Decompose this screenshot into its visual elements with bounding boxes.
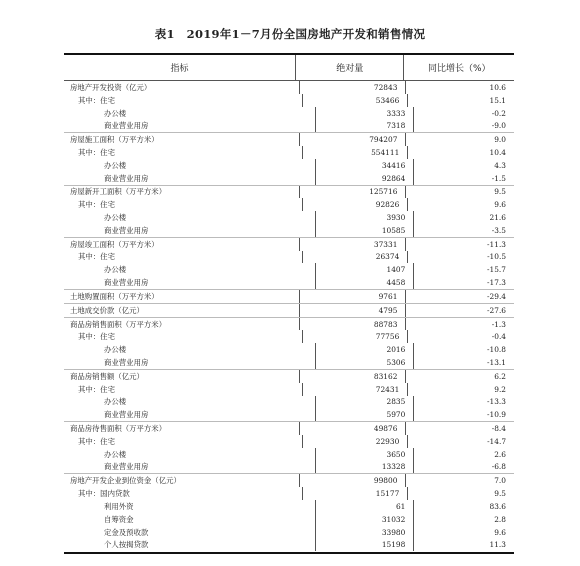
row-value: 92864 [315, 172, 414, 185]
row-value: 53466 [302, 94, 407, 107]
row-value: 99800 [299, 474, 406, 487]
row-label: 土地成交价款（亿元） [70, 305, 144, 315]
row-value: 3930 [315, 211, 414, 224]
row-growth: -11.3 [405, 238, 514, 251]
table-row [64, 422, 514, 435]
header-absolute: 绝对量 [295, 55, 404, 80]
row-growth: -13.1 [413, 356, 514, 369]
row-label: 房地产开发投资（亿元） [70, 82, 152, 92]
row-value: 13328 [315, 461, 414, 474]
row-label: 办公楼 [104, 397, 127, 407]
table-row [64, 119, 514, 133]
row-label: 其中：国内贷款 [78, 489, 130, 499]
row-value: 37331 [299, 238, 406, 251]
row-growth: -14.7 [407, 435, 514, 448]
table-row [64, 211, 514, 224]
table-row [64, 356, 514, 370]
row-label: 其中：住宅 [78, 332, 115, 342]
row-label: 商业营业用房 [104, 410, 149, 420]
row-growth: 2.6 [413, 448, 514, 461]
row-growth: 9.6 [413, 526, 514, 539]
table-row [64, 304, 514, 318]
row-value: 554111 [302, 146, 407, 159]
table-row [64, 461, 514, 475]
table-row [64, 448, 514, 461]
row-growth: 4.3 [413, 159, 514, 172]
table-row [64, 474, 514, 487]
row-value: 49876 [299, 422, 406, 435]
row-label: 商业营业用房 [104, 278, 149, 288]
row-growth: 10.6 [405, 81, 514, 94]
row-value: 125716 [299, 186, 406, 199]
table-row [64, 396, 514, 409]
row-value: 5970 [315, 408, 414, 421]
row-label: 土地购置面积（万平方米） [70, 291, 159, 301]
row-label: 房屋竣工面积（万平方米） [70, 239, 159, 249]
row-growth: 83.6 [413, 500, 514, 513]
table-row [64, 224, 514, 238]
row-growth: 9.6 [407, 198, 514, 211]
table-row [64, 290, 514, 304]
table-row [64, 526, 514, 539]
row-value: 72843 [299, 81, 406, 94]
row-label: 商品房销售额（亿元） [70, 371, 144, 381]
table-header [64, 55, 514, 81]
row-growth: 15.1 [407, 94, 514, 107]
row-growth: -9.0 [413, 119, 514, 132]
row-label: 办公楼 [104, 265, 127, 275]
row-growth: 9.5 [407, 487, 514, 500]
row-value: 3333 [315, 107, 414, 120]
table-row [64, 238, 514, 251]
header-growth: 同比增长（%） [403, 55, 514, 80]
row-label: 其中：住宅 [78, 436, 115, 446]
table-row [64, 81, 514, 94]
row-growth: -15.7 [413, 263, 514, 276]
row-growth: 11.3 [413, 538, 514, 551]
table-body [64, 81, 514, 551]
row-label: 其中：住宅 [78, 384, 115, 394]
row-label: 商业营业用房 [104, 462, 149, 472]
data-table [64, 53, 514, 554]
header-indicator: 指标 [170, 64, 189, 74]
table-row [64, 159, 514, 172]
row-label: 办公楼 [104, 160, 127, 170]
row-label: 个人按揭贷款 [104, 540, 149, 550]
row-growth: -0.2 [413, 107, 514, 120]
row-label: 其中：住宅 [78, 252, 115, 262]
row-value: 31032 [315, 513, 414, 526]
row-growth: 6.2 [405, 370, 514, 383]
table-row [64, 383, 514, 396]
row-label: 商业营业用房 [104, 121, 149, 131]
table-row [64, 276, 514, 290]
row-value: 9761 [299, 290, 406, 303]
row-value: 3650 [315, 448, 414, 461]
row-growth: 9.0 [405, 133, 514, 146]
row-value: 88783 [299, 318, 406, 331]
table-row [64, 146, 514, 159]
row-value: 2016 [315, 343, 414, 356]
row-value: 92826 [302, 198, 407, 211]
row-growth: -0.4 [407, 330, 514, 343]
row-growth: -29.4 [405, 290, 514, 303]
table-row [64, 343, 514, 356]
row-value: 794207 [299, 133, 406, 146]
row-growth: 21.6 [413, 211, 514, 224]
row-growth: -6.8 [413, 461, 514, 474]
row-value: 4458 [315, 276, 414, 289]
row-growth: 7.0 [405, 474, 514, 487]
row-growth: -13.3 [413, 396, 514, 409]
row-label: 房屋新开工面积（万平方米） [70, 187, 167, 197]
row-growth: -1.3 [405, 318, 514, 331]
table-row [64, 133, 514, 146]
row-label: 定金及预收款 [104, 527, 149, 537]
row-label: 商业营业用房 [104, 173, 149, 183]
table-row [64, 330, 514, 343]
row-value: 10585 [315, 224, 414, 237]
row-value: 7318 [315, 119, 414, 132]
row-value: 4795 [299, 304, 406, 317]
table-row [64, 370, 514, 383]
table-row [64, 198, 514, 211]
row-label: 商业营业用房 [104, 225, 149, 235]
row-label: 商业营业用房 [104, 357, 149, 367]
row-growth: -17.3 [413, 276, 514, 289]
row-value: 22930 [302, 435, 407, 448]
row-label: 办公楼 [104, 213, 127, 223]
row-growth: 9.2 [407, 383, 514, 396]
row-label: 商品房待售面积（万平方米） [70, 424, 167, 434]
row-label: 办公楼 [104, 345, 127, 355]
row-growth: -10.9 [413, 408, 514, 421]
row-growth: -3.5 [413, 224, 514, 237]
row-label: 房屋施工面积（万平方米） [70, 135, 159, 145]
row-value: 26374 [302, 251, 407, 264]
row-label: 房地产开发企业到位资金（亿元） [70, 476, 181, 486]
table-row [64, 500, 514, 513]
row-label: 其中：住宅 [78, 200, 115, 210]
row-value: 72431 [302, 383, 407, 396]
row-growth: -10.5 [407, 251, 514, 264]
table-row [64, 487, 514, 500]
row-value: 77756 [302, 330, 407, 343]
row-value: 1407 [315, 263, 414, 276]
row-growth: -27.6 [405, 304, 514, 317]
row-value: 33980 [315, 526, 414, 539]
table-row [64, 513, 514, 526]
table-title: 表1 2019年1－7月份全国房地产开发和销售情况 [154, 27, 426, 41]
table-row [64, 172, 514, 186]
row-value: 61 [315, 500, 414, 513]
table-row [64, 318, 514, 331]
row-growth: 2.8 [413, 513, 514, 526]
row-label: 其中：住宅 [78, 147, 115, 157]
row-value: 5306 [315, 356, 414, 369]
table-row [64, 408, 514, 422]
row-growth: -8.4 [405, 422, 514, 435]
row-value: 34416 [315, 159, 414, 172]
row-label: 办公楼 [104, 108, 127, 118]
row-value: 15198 [315, 538, 414, 551]
row-growth: 10.4 [407, 146, 514, 159]
table-row [64, 107, 514, 120]
table-row [64, 538, 514, 551]
table-row [64, 263, 514, 276]
row-label: 商品房销售面积（万平方米） [70, 319, 167, 329]
row-value: 15177 [302, 487, 407, 500]
table-row [64, 251, 514, 264]
row-growth: -1.5 [413, 172, 514, 185]
table-row [64, 186, 514, 199]
row-label: 自筹资金 [104, 514, 134, 524]
row-value: 2835 [315, 396, 414, 409]
row-value: 83162 [299, 370, 406, 383]
row-label: 办公楼 [104, 449, 127, 459]
row-growth: 9.5 [405, 186, 514, 199]
row-label: 其中：住宅 [78, 95, 115, 105]
row-growth: -10.8 [413, 343, 514, 356]
table-row [64, 94, 514, 107]
row-label: 利用外资 [104, 501, 134, 511]
table-row [64, 435, 514, 448]
